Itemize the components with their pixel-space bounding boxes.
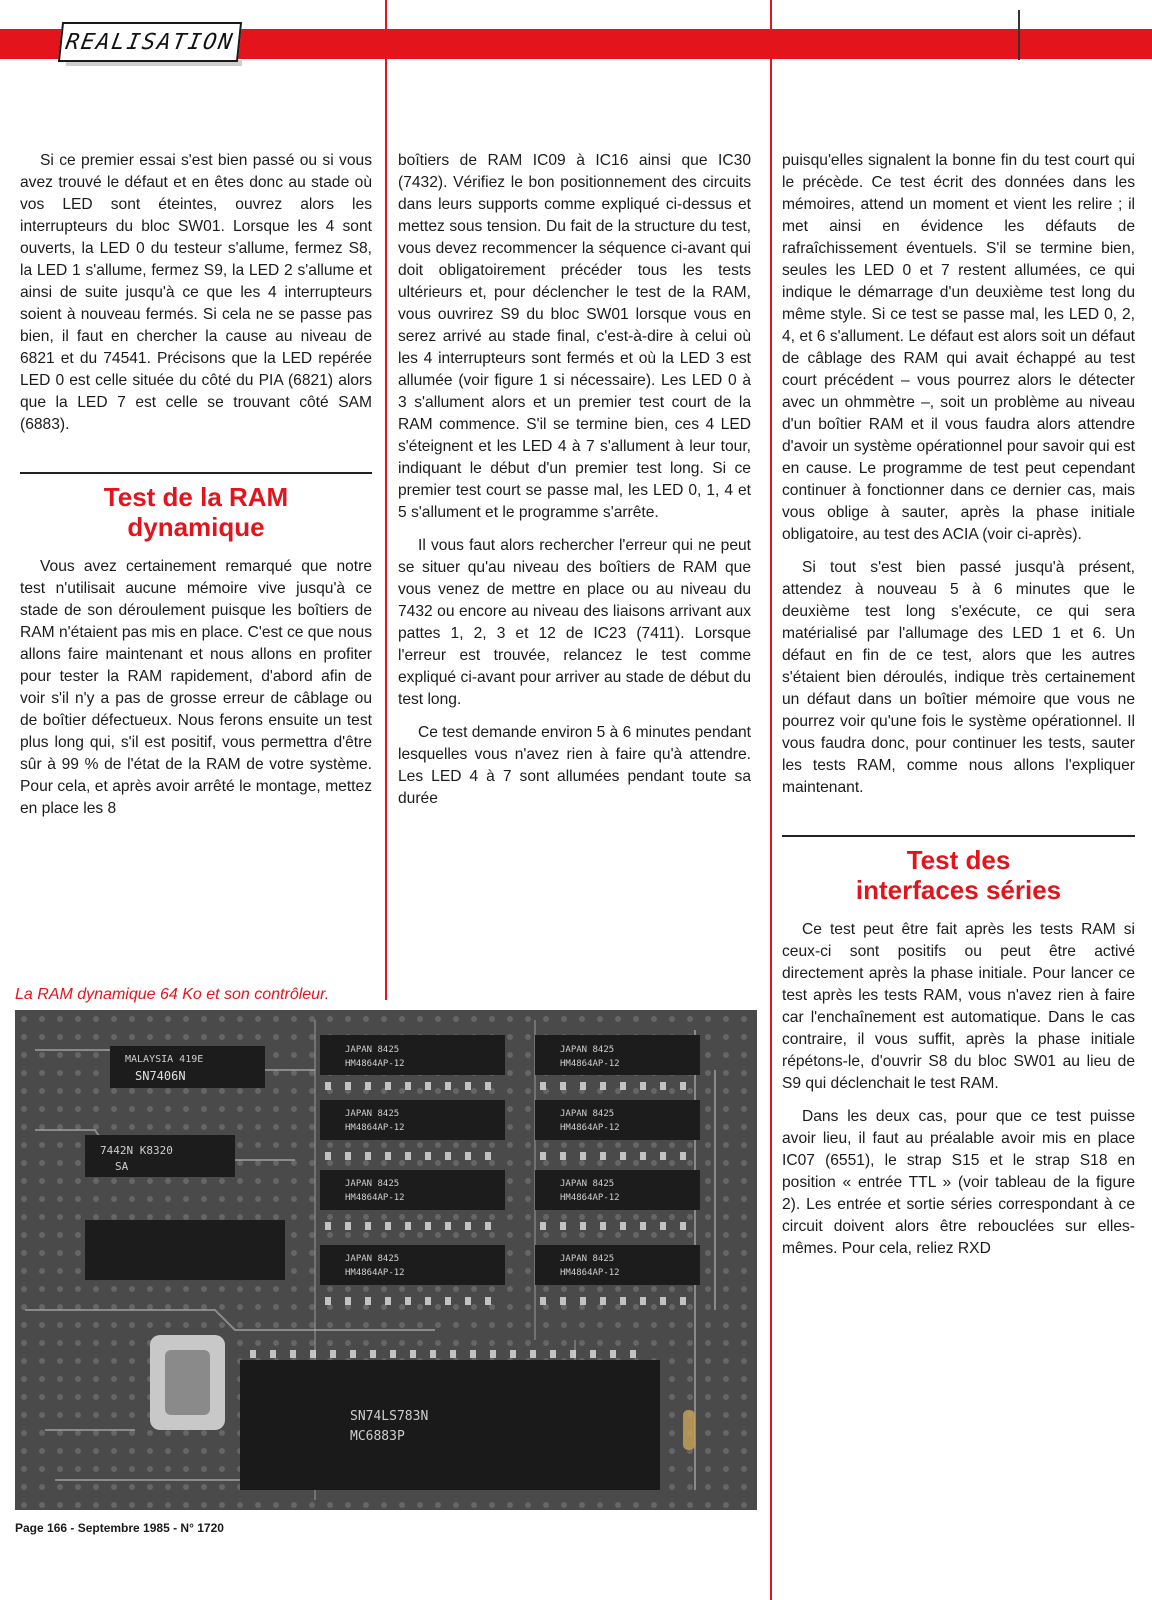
chip-ic [110,1046,265,1088]
chip-label: HM4864AP-12 [345,1268,405,1278]
section-heading-interfaces [782,835,1135,905]
chip-label: MC6883P [350,1429,405,1444]
column-3 [782,150,1135,1271]
paragraph: Ce test peut être fait après les tests RAM si ceux-ci sont positifs ou peut être activé directement après la phase initiale. Pour lancer ce test après les tests RAM, vous n'avez rien à faire car l'enchaînement est automatique. Dans le cas contraire, il vous suffit, après la phase initiale répétons-le, d'ouvrir S8 du bloc SW01 au lieu de S9 qui déclenchait le test RAM. [782,921,1135,1092]
chip-ram [535,1170,700,1210]
chip-label: HM4864AP-12 [345,1123,405,1133]
crystal-inner [165,1350,210,1415]
chip-ic [85,1220,285,1280]
paragraph: Si ce premier essai s'est bien passé ou si vous avez trouvé le défaut et en êtes donc au stade où vos LED sont éteintes, ouvrez alors les interrupteurs du bloc SW01. Lorsque les 4 sont ouverts, la LED 0 du testeur s'allume, fermez S8, la LED 1 s'allume, fermez S9, la LED 2 s'allume et ainsi de suite jusqu'à ce que les 4 interrupteurs soient à nouveau fermés. Si cela ne se passe pas bien, il faut en chercher la cause au niveau de 6821 et du 74541. Précisons que la LED repérée LED 0 est celle située du côté du PIA (6821) alors que la LED 7 est celle se trouvant côté SAM (6883). [20,152,372,433]
chip-label: HM4864AP-12 [560,1123,620,1133]
chip-ram [320,1245,505,1285]
chip-ram [320,1035,505,1075]
chip-label: HM4864AP-12 [345,1059,405,1069]
chip-label: MALAYSIA 419E [125,1054,204,1065]
column-2 [398,150,751,821]
section-tag-label: REALISATION [63,29,237,55]
chip-label: HM4864AP-12 [560,1059,620,1069]
chip-label: SN7406N [135,1069,186,1083]
chip-label: JAPAN 8425 [345,1179,400,1189]
chip-label: JAPAN 8425 [345,1254,400,1264]
chip-label: JAPAN 8425 [560,1254,615,1264]
chip-label: JAPAN 8425 [560,1045,615,1055]
chip-label: SN74LS783N [350,1409,429,1424]
section-heading-ram [20,472,372,542]
paragraph: Ce test demande environ 5 à 6 minutes pendant lesquelles vous n'avez rien à faire qu'à attendre. Les LED 4 à 7 sont allumées pendant toute sa durée [398,724,751,807]
paragraph: puisqu'elles signalent la bonne fin du test court qui le précède. Ce test écrit des données dans les mémoires, attend un moment et vient les relire ; il met ainsi en évidence les défauts de rafraîchissement éventuels. S'il se termine bien, seules les LED 0 et 7 restent allumées, ce qui indique le démarrage d'un deuxième test long du même style. Si ce test se passe mal, les LED 0, 2, 4, et 6 s'allument. Le défaut est alors soit un défaut de câblage des RAM qui avait échappé au test court précédent – vous pourrez alors le détecter avec un ohmmètre –, soit un problème au niveau d'un boîtier RAM et il vous faudra alors attendre d'avoir un système opérationnel pour savoir qui est en cause. Le programme de test peut cependant continuer à fonctionner dans ce dernier cas, mais vous oblige à sauter, après la phase initiale obligatoire, au test des ACIA (voir ci-après). [782,152,1135,543]
chip-label: HM4864AP-12 [345,1193,405,1203]
column-1 [20,150,372,831]
photo-caption: La RAM dynamique 64 Ko et son contrôleur. [15,986,330,1003]
chip-label: SA [115,1160,129,1173]
column-rule-1 [385,0,387,1000]
paragraph: Il vous faut alors rechercher l'erreur qui ne peut se situer qu'au niveau des boîtiers de RAM que vous venez de mettre en place ou au niveau du 7432 ou encore au niveau des liaisons arrivant aux pattes 1, 2, 3 et 12 de IC23 (7411). Lorsque l'erreur est trouvée, relancez le test comme expliqué ci-avant pour arriver au stade de début du test long. [398,537,751,708]
paragraph: boîtiers de RAM IC09 à IC16 ainsi que IC30 (7432). Vérifiez le bon positionnement des circuits dans leurs supports comme expliqué ci-dessus et mettez sous tension. Du fait de la structure du test, vous devez recommencer la séquence ci-avant qui doit obligatoirement précéder tous les tests ultérieurs et, pour déclencher le test de la RAM, vous ouvrirez S9 du bloc SW01 lorsque vous en serez arrivé au stade final, c'est-à-dire à celui où les 4 interrupteurs sont fermés et où la LED 3 est allumée (voir figure 1 si nécessaire). Les LED 0 à 3 s'allument alors et un premier test court de la RAM commence. S'il se termine bien, ces 4 LED s'éteignent et les LED 4 à 7 s'allument à leur tour, indiquant le début d'un premier test long. Si ce premier test court se passe mal, les LED 0, 1, 4 et 5 s'allument et le programme s'arrête. [398,152,751,521]
section-title: Test des interfaces séries [855,845,1062,905]
chip-ram [535,1245,700,1285]
paragraph: Dans les deux cas, pour que ce test puisse avoir lieu, il faut au préalable avoir mis en place IC07 (6551), le strap S15 et le strap S18 en position « entrée TTL » (voir tableau de la figure 2). Les entrée et sortie séries correspondant à ce circuit doivent alors être rebouclées sur elles-mêmes. Pour cela, reliez RXD [782,1108,1135,1257]
chip-label: HM4864AP-12 [560,1268,620,1278]
section-tag [58,22,242,62]
chip-label: 7442N K8320 [100,1144,173,1157]
chip-ram [320,1170,505,1210]
column-rule-2 [770,0,772,1600]
chip-controller [240,1360,660,1490]
crop-mark [1018,10,1020,60]
section-title: Test de la RAM dynamique [103,482,289,542]
chip-ram [535,1035,700,1075]
paragraph: Si tout s'est bien passé jusqu'à présent, attendez à nouveau 5 à 6 minutes que le deuxième test long s'exécute, ce qui sera matérialisé par l'allumage des LED 1 et 6. Un défaut en fin de ce test, alors que les autres s'étaient bien déroulés, indique très certainement un défaut dans un boîtier mémoire que vous ne pourrez voir qu'une fois le système opérationnel. Il vous faudra donc, pour continuer les tests, sauter les tests RAM, comme nous allons l'expliquer maintenant. [782,559,1135,796]
chip-ram [535,1100,700,1140]
chip-ram [320,1100,505,1140]
chip-label: HM4864AP-12 [560,1193,620,1203]
chip-label: JAPAN 8425 [345,1045,400,1055]
circuit-board-image [15,1010,757,1510]
page-footer: Page 166 - Septembre 1985 - N° 1720 [15,1521,224,1535]
chip-label: JAPAN 8425 [560,1109,615,1119]
circuit-board-photo [15,1010,757,1510]
paragraph: Vous avez certainement remarqué que notre test n'utilisait aucune mémoire vive jusqu'à ce stade de son déroulement puisque les boîtiers de RAM n'étaient pas mis en place. C'est ce que nous allons faire maintenant et nous allons en profiter pour tester la RAM rapidement, d'abord afin de voir s'il n'y a pas de grosse erreur de câblage ou de boîtier défectueux. Nous ferons ensuite un test plus long qui, s'il est positif, vous permettra d'être sûr à 99 % de l'état de la RAM de votre système. Pour cela, et après avoir arrêté le montage, mettez en place les 8 [20,558,372,817]
chip-label: JAPAN 8425 [560,1179,615,1189]
chip-label: JAPAN 8425 [345,1109,400,1119]
